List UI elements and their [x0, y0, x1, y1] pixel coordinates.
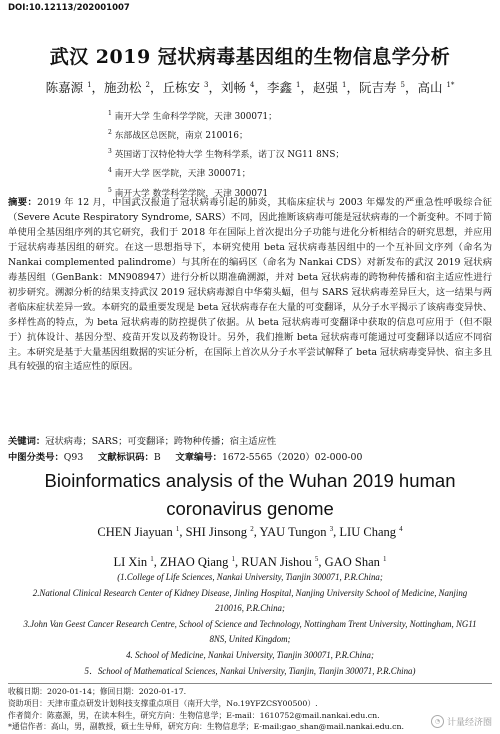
author-name: 阮吉寿 — [358, 80, 397, 95]
abstract-label: 摘要： — [8, 197, 38, 208]
author-name: 施劲松 — [104, 80, 142, 95]
author-affiliation-mark: 1 — [87, 80, 92, 89]
wechat-icon: ◔ — [431, 715, 444, 728]
affiliation-text: 东部战区总医院，南京 210016； — [111, 131, 248, 142]
affiliation-number: 1 — [108, 110, 112, 117]
author-affiliation-mark: 5 — [400, 80, 405, 89]
author-affiliation-mark: 1 — [150, 555, 154, 564]
footnote-line: 作者简介：陈嘉源，男，在读本科生，研究方向：生物信息学；E-mail：1610752@mail.nankai.edu.cn. — [8, 710, 380, 720]
affiliation-text: 南开大学 数学科学学院，天津 300071 — [111, 188, 269, 199]
author-name: 陈嘉源 — [45, 80, 84, 95]
title-english — [0, 467, 500, 523]
author-name: GAO Shan — [324, 555, 380, 570]
author-affiliation-mark: 1 — [175, 525, 180, 533]
title-english-line-1: Bioinformatics analysis of the Wuhan 2019 human — [44, 470, 456, 491]
affiliation-text: 英国诺丁汉特伦特大学 生物科学系，诺丁汉 NG11 8NS； — [111, 150, 345, 161]
authors-english-line-1: CHEN Jiayuan $^1$, SHI Jinsong $^2$, YAU Tungon $^3$, LIU Chang $^4$ — [97, 525, 403, 540]
author-name: 刘畅 — [221, 80, 247, 95]
clc-value: Q93 — [63, 452, 84, 463]
affiliation-en-line: 2.National Clinical Research Center of Kidney Disease, Jinling Hospital, Nanjing University School of Medicine, Nanjing 210016, P.R.China; — [32, 587, 468, 614]
article-id-label: 文章编号： — [175, 452, 222, 463]
author-name: RUAN Jishou — [241, 555, 312, 570]
footnote-line: 资助项目：天津市重点研发计划科技支撑重点项目（南开大学，No.19YFZCSY00500）. — [8, 698, 318, 708]
doc-code-value: B — [153, 452, 161, 463]
affiliation-en-line: 4. School of Medicine, Nankai University, Tianjin 300071, P.R.China; — [126, 649, 374, 660]
author-name: SHI Jinsong — [185, 525, 248, 540]
author-name: LIU Chang — [339, 525, 396, 540]
keywords-label: 关键词： — [8, 436, 46, 447]
author-name: YAU Tungon — [259, 525, 327, 540]
footnote-divider — [8, 683, 492, 684]
article-id-value: 1672-5565（2020）02-000-00 — [221, 452, 363, 463]
keywords-text: 冠状病毒；SARS；可变翻译；跨物种传播；宿主适应性 — [45, 436, 277, 447]
doi: DOI:10.12113/202001007 — [8, 3, 130, 13]
watermark-text: 计量经济圈 — [446, 718, 492, 728]
author-affiliation-mark: 3 — [329, 525, 334, 533]
keywords — [8, 433, 276, 447]
affiliations-english — [18, 570, 482, 679]
affiliation-en-line: 3.John Van Geest Cancer Research Centre, School of Science and Technology, Nottingham Trent University, Nottingham, NG11 8NS, United Kingdom; — [23, 618, 477, 645]
footnotes — [8, 686, 492, 733]
affiliation-number: 5 — [108, 186, 112, 194]
author-affiliation-mark: 1 — [296, 80, 301, 89]
author-affiliation-mark: 4 — [399, 525, 403, 533]
author-affiliation-mark: 2 — [145, 80, 151, 89]
affiliation-text: 南开大学 生命科学学院，天津 300071； — [111, 111, 277, 122]
affiliation-number: 3 — [108, 148, 112, 156]
author-name: 赵强 — [312, 80, 338, 95]
author-affiliation-mark: 1 — [383, 555, 387, 564]
author-name: CHEN Jiayuan — [97, 525, 173, 540]
affiliation-number: 2 — [108, 129, 112, 137]
abstract-text: 2019 年 12 月，中国武汉报道了冠状病毒引起的肺炎，其临床症状与 2003 年爆发的严重急性呼吸综合征（Severe Acute Respiratory Syndrome, SARS）不同，因此推断该病毒可能是冠状病毒的一个新变种。不同于简单使用全基因组序列的其它研究，我们于 2018 年在国际上首次提出分子功能与进化分析相结合的研究思想，并应用于冠状病毒基因组的研究。在这一思想指导下，本研究使用 beta 冠状病毒基因组中的一个互补回文序列（命名为 Nankai complemented palindrome）与其所在的编码区（命名为 Nankai CDS）对新发布的武汉 2019 冠状病毒基因组（GenBank：MN908947）进行分析以期准确溯源，并对 beta 冠状病毒的跨物种传播和宿主适应性进行初步研究。溯源分析的结果支持武汉 2019 冠状病毒源自中华菊头蝠，但与 SARS 冠状病毒差异巨大，这一结果与两者临床症状差异一致。本研究的最重要发现是 beta 冠状病毒存在大量的可变翻译，从分子水平揭示了该病毒变异快、多样性高的特点，为 beta 冠状病毒的防控提供了依据。从 beta 冠状病毒可变翻译中获取的信息可应用于（但不限于）抗体设计、基因分型、疫苗开发以及药物设计。另外，我们推断 beta 冠状病毒可能通过可变翻译以适应不同宿主。本研究是基于大量基因组数据的实证分析，在国际上首次从分子水平尝试解释了 beta 冠状病毒变异快、宿主多且具有较强的宿主适应性的原因。 — [8, 197, 492, 373]
author-affiliation-mark: 4 — [250, 80, 255, 89]
author-affiliation-mark: 3 — [204, 80, 209, 89]
footnote-line: *通信作者：高山，男，副教授，硕士生导师，研究方向：生物信息学；E-mail:gao_shan@mail.nankai.edu.cn. — [8, 722, 404, 732]
author-affiliation-mark: 1 — [341, 80, 347, 89]
affiliation-cn-line — [108, 163, 344, 182]
affiliation-text: 南开大学 医学院，天津 300071； — [111, 169, 251, 180]
affiliation-en-line: 5．School of Mathematical Sciences, Nankai University, Tianjin, Tianjin 300071, P.R.China) — [84, 665, 416, 676]
author-name: 李鑫 — [267, 80, 293, 95]
affiliation-cn-line — [108, 106, 344, 125]
clc-label: 中图分类号： — [8, 452, 64, 463]
affiliation-number: 4 — [108, 167, 112, 175]
doc-code-label: 文献标识码： — [98, 452, 154, 463]
title-chinese: 武汉 2019 冠状病毒基因组的生物信息学分析 — [49, 46, 451, 68]
authors-english — [0, 516, 500, 576]
watermark — [431, 715, 492, 728]
author-affiliation-mark: 2 — [250, 525, 254, 533]
affiliation-en-line: (1.College of Life Sciences, Nankai University, Tianjin 300071, P.R.China; — [117, 572, 383, 582]
footnote-line: 收稿日期：2020-01-14；修回日期：2020-01-17. — [8, 687, 187, 696]
authors-chinese: 陈嘉源 $^1$，施劲松 $^2$，丘栋安 $^3$，刘畅 $^4$，李鑫 $^1$，赵强 $^1$，阮吉寿 $^5$，高山 $^{1*}$ — [45, 80, 455, 95]
author-name: ZHAO Qiang — [160, 555, 229, 570]
abstract — [8, 196, 492, 375]
author-affiliation-mark: 1 — [231, 555, 236, 564]
affiliations-chinese — [108, 106, 344, 202]
title-english-line-2: coronavirus genome — [166, 498, 334, 519]
classification-line — [8, 449, 362, 463]
authors-english-line-2: LI Xin $^1$, ZHAO Qiang $^1$, RUAN Jishou $^5$, GAO Shan $^1$ — [113, 555, 387, 570]
affiliation-cn-line — [108, 144, 344, 163]
author-affiliation-mark: 1* — [446, 80, 455, 89]
author-name: LI Xin — [113, 555, 148, 570]
author-name: 高山 — [417, 80, 443, 95]
author-affiliation-mark: 5 — [314, 555, 319, 564]
affiliation-cn-line — [108, 125, 344, 144]
author-name: 丘栋安 — [162, 80, 201, 95]
